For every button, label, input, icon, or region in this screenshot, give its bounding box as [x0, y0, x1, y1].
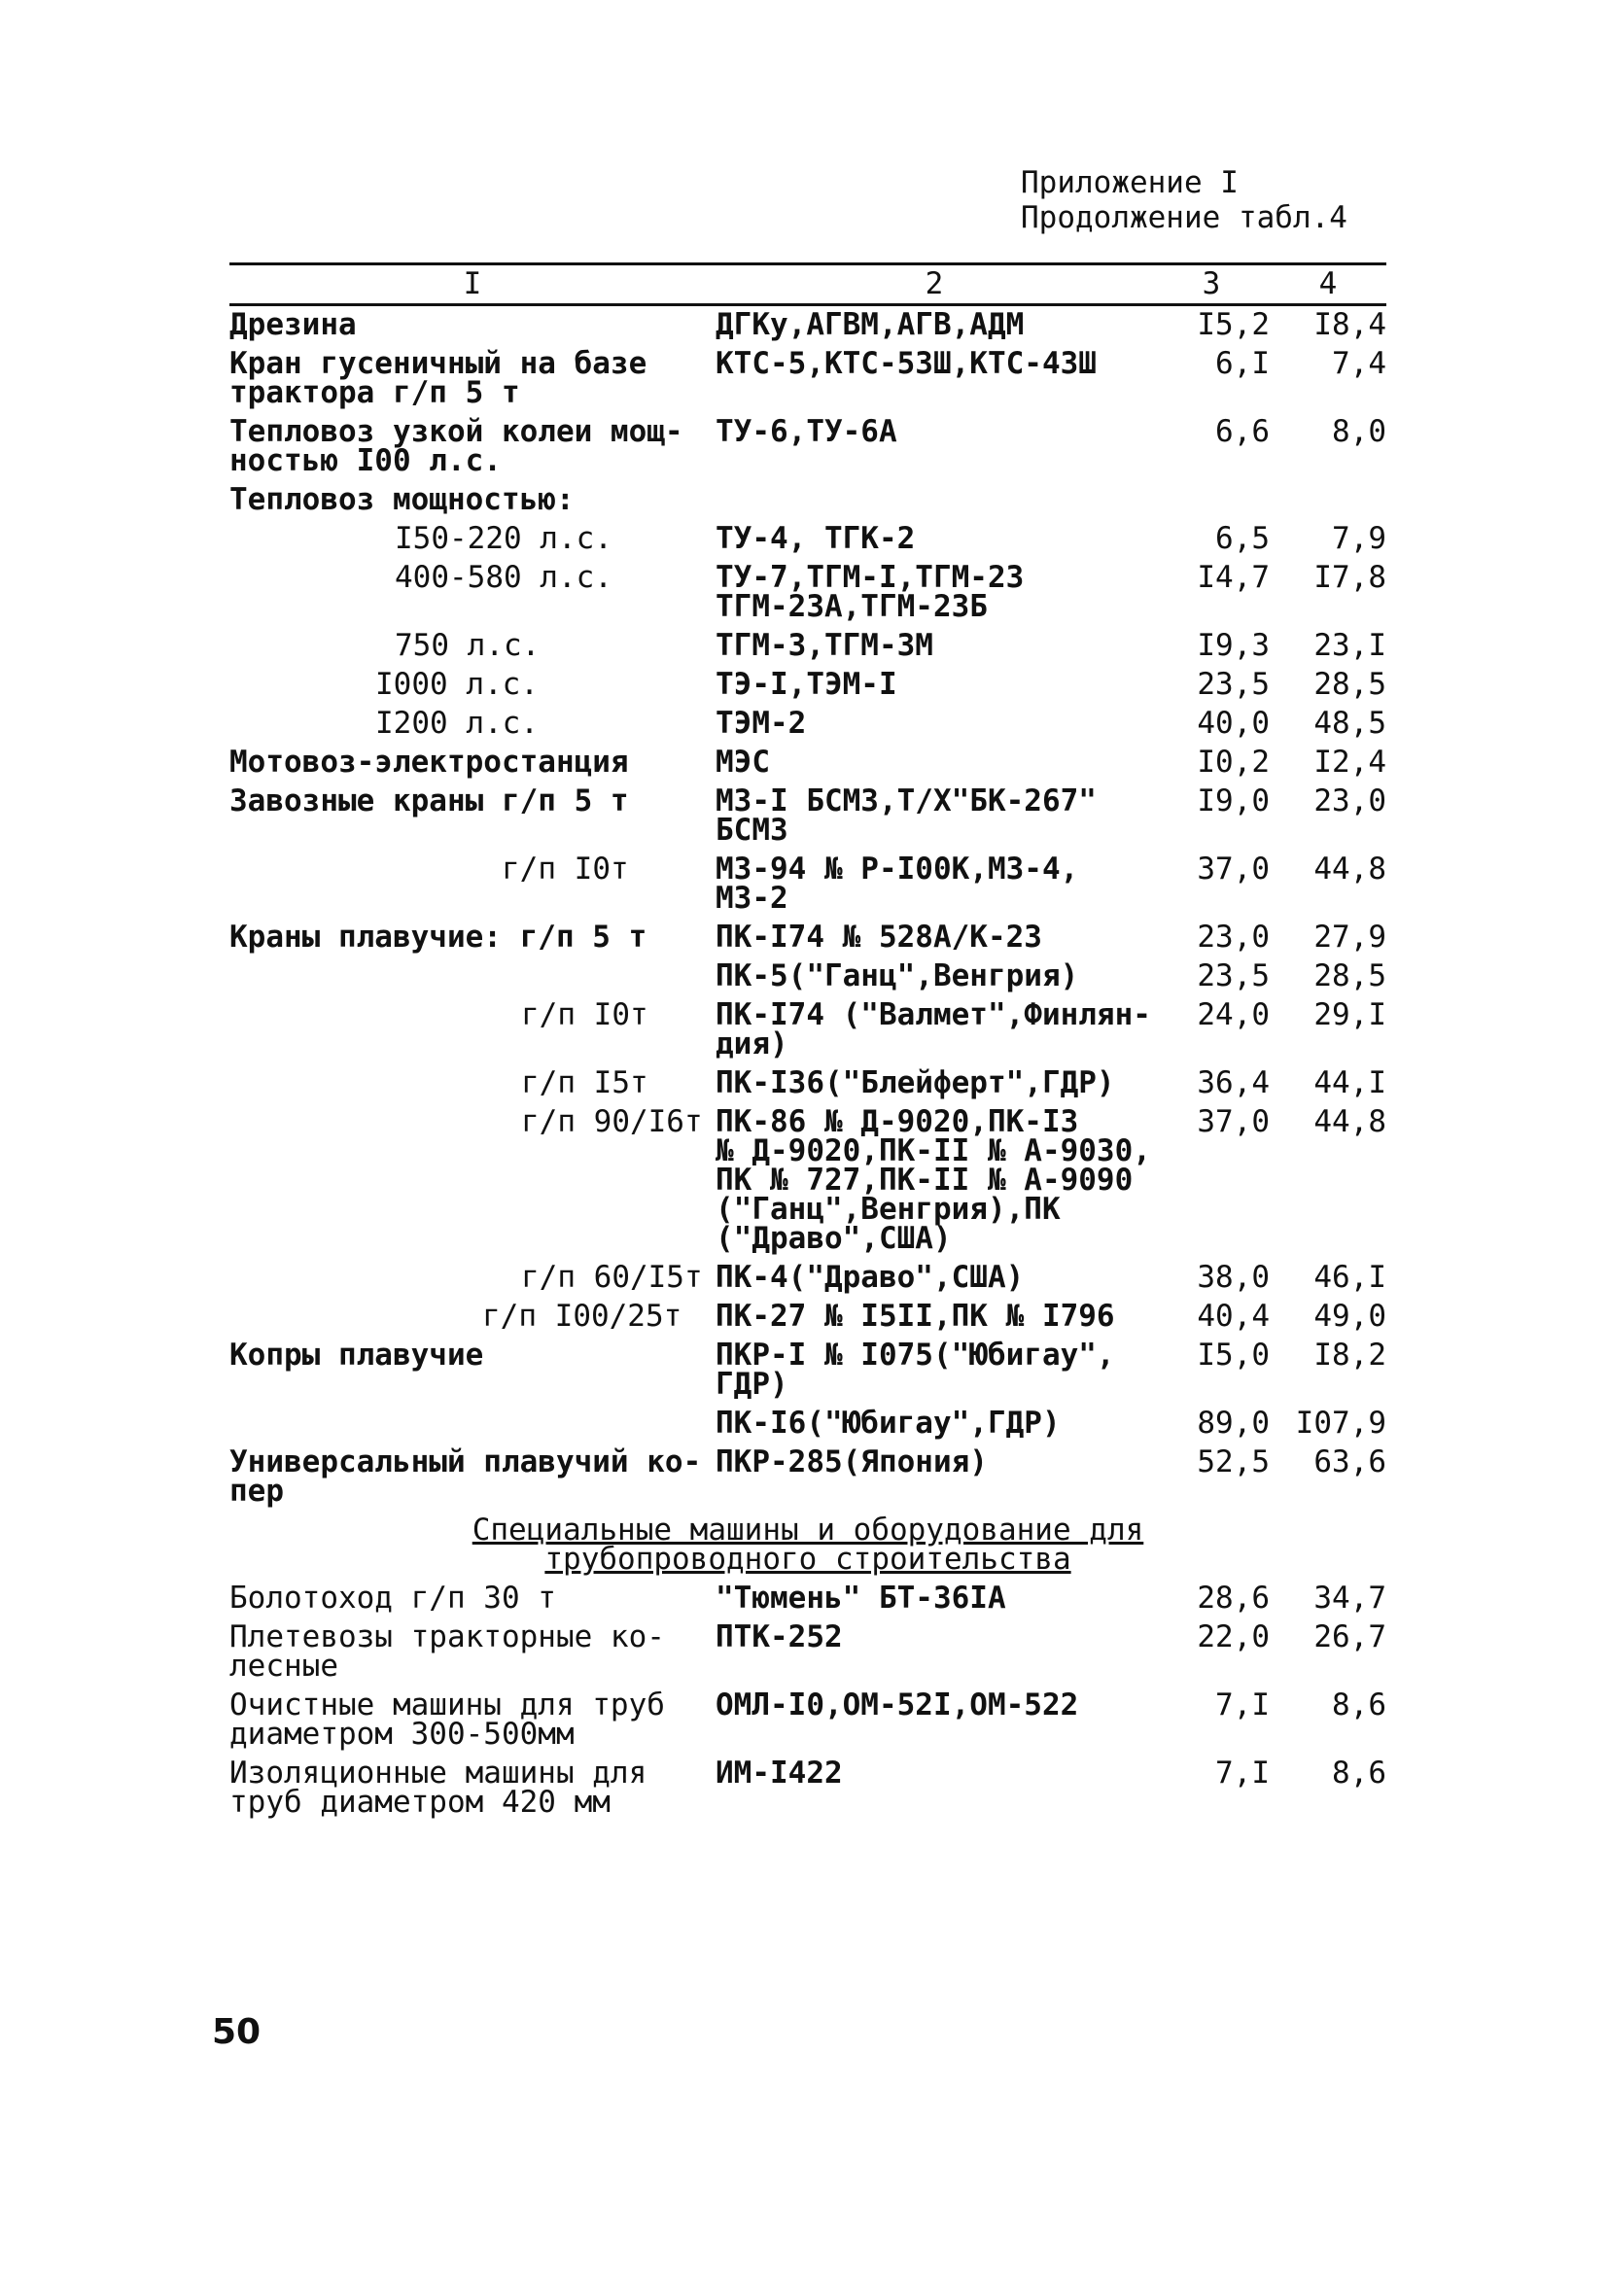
model-list: ПКР-285(Япония) [716, 1444, 988, 1479]
value-col4: 23,0 [1313, 783, 1386, 818]
appendix-label: Приложение I [1021, 165, 1239, 200]
value-col3: 40,0 [1197, 706, 1270, 741]
table-row [229, 783, 1386, 851]
equipment-name: г/п I5т [521, 1065, 648, 1100]
value-col3: I9,0 [1197, 783, 1270, 818]
value-col4 [1270, 481, 1386, 520]
value-col3: I5,0 [1197, 1338, 1270, 1373]
value-col4: I7,8 [1313, 560, 1386, 595]
table-row [229, 744, 1386, 783]
value-col4: I07,9 [1295, 1406, 1386, 1441]
value-col3: 23,5 [1197, 667, 1270, 702]
column-header-2: 2 [716, 262, 1153, 305]
value-col3: 24,0 [1197, 997, 1270, 1032]
table-row [229, 705, 1386, 744]
value-col3: 28,6 [1197, 1581, 1270, 1616]
equipment-name: г/п 60/I5т [521, 1260, 703, 1295]
equipment-name: 750 л.с. [395, 628, 541, 663]
table-row [229, 305, 1386, 346]
value-col3: 36,4 [1197, 1065, 1270, 1100]
value-col4: I2,4 [1313, 745, 1386, 780]
value-col4: 48,5 [1313, 706, 1386, 741]
table-row [229, 1687, 1386, 1755]
equipment-name: Копры плавучие [229, 1338, 484, 1373]
value-col4: 44,8 [1313, 852, 1386, 887]
equipment-name: Очистные машины для труб диаметром 300-500мм [229, 1687, 665, 1752]
value-col4: 34,7 [1313, 1581, 1386, 1616]
equipment-name: Мотовоз-электростанция [229, 745, 629, 780]
table-row [229, 413, 1386, 481]
value-col3: 38,0 [1197, 1260, 1270, 1295]
value-col3: 37,0 [1197, 852, 1270, 887]
model-list: "Тюмень" БТ-36IА [716, 1581, 1006, 1616]
table-row [229, 627, 1386, 666]
table-row [229, 1580, 1386, 1618]
model-list: МЭС [716, 745, 770, 780]
model-list: ПТК-252 [716, 1619, 843, 1654]
value-col3: 6,I [1215, 346, 1270, 381]
value-col3: I4,7 [1197, 560, 1270, 595]
model-list: ТЭ-I,ТЭМ-I [716, 667, 897, 702]
table-row [229, 919, 1386, 957]
model-list: ОМЛ-I0,ОМ-52I,ОМ-522 [716, 1687, 1079, 1722]
value-col4: 63,6 [1313, 1444, 1386, 1479]
table-row [229, 851, 1386, 919]
table-row [229, 559, 1386, 627]
table-row [229, 1618, 1386, 1687]
model-list: КТС-5,КТС-53Ш,КТС-43Ш [716, 346, 1097, 381]
page-number: 50 [212, 2012, 262, 2052]
equipment-name: г/п 90/I6т [521, 1104, 703, 1139]
equipment-name: г/п I0т [521, 997, 648, 1032]
column-header-4: 4 [1270, 262, 1386, 305]
header-block [1021, 165, 1347, 235]
value-col3: I5,2 [1197, 307, 1270, 342]
table-row [229, 666, 1386, 705]
equipment-name: Изоляционные машины для труб диаметром 420 мм [229, 1756, 647, 1820]
equipment-name: Дрезина [229, 307, 357, 342]
equipment-name: Плетевозы тракторные ко- лесные [229, 1619, 665, 1684]
column-header-row [229, 262, 1386, 305]
equipment-name [229, 1405, 716, 1444]
column-header-3: 3 [1153, 262, 1270, 305]
value-col3: 7,I [1215, 1687, 1270, 1722]
model-list: ПК-86 № Д-9020,ПК-I3 № Д-9020,ПК-II № А-9030, ПК № 727,ПК-II № А-9090 ("Ганц",Венгрия),ПК ("Драво",США) [716, 1104, 1151, 1256]
model-list: ПК-I74 ("Валмет",Финлян- дия) [716, 997, 1151, 1061]
value-col4: 28,5 [1313, 667, 1386, 702]
value-col4: I8,2 [1313, 1338, 1386, 1373]
model-list: ПК-27 № I5II,ПК № I796 [716, 1299, 1115, 1334]
value-col3: 23,5 [1197, 958, 1270, 993]
value-col4: 29,I [1313, 997, 1386, 1032]
value-col3: I9,3 [1197, 628, 1270, 663]
table-row [229, 1103, 1386, 1259]
model-list: ТУ-6,ТУ-6А [716, 414, 897, 449]
equipment-name [229, 957, 716, 996]
equipment-name: Тепловоз мощностью: [229, 482, 575, 517]
value-col3: 23,0 [1197, 920, 1270, 955]
table-row [229, 1755, 1386, 1823]
value-col4: 8,6 [1332, 1687, 1386, 1722]
equipment-name: Кран гусеничный на базе трактора г/п 5 т [229, 346, 647, 410]
value-col3 [1153, 481, 1270, 520]
value-col3: 52,5 [1197, 1444, 1270, 1479]
section-row [229, 1512, 1386, 1580]
equipment-name: I200 л.с. [375, 706, 539, 741]
equipment-name: Универсальный плавучий ко- пер [229, 1444, 702, 1509]
equipment-name: Болотоход г/п 30 т [229, 1581, 556, 1616]
model-list: ТУ-4, ТГК-2 [716, 521, 916, 556]
value-col4: 27,9 [1313, 920, 1386, 955]
model-list: ПК-I36("Блейферт",ГДР) [716, 1065, 1115, 1100]
table-row [229, 1064, 1386, 1103]
value-col4: 44,8 [1313, 1104, 1386, 1139]
model-list: ТЭМ-2 [716, 706, 807, 741]
value-col3: I0,2 [1197, 745, 1270, 780]
table-row [229, 1444, 1386, 1512]
value-col4: 8,6 [1332, 1756, 1386, 1791]
value-col4: 44,I [1313, 1065, 1386, 1100]
model-list: ИМ-I422 [716, 1756, 843, 1791]
equipment-name: Завозные краны г/п 5 т [229, 783, 629, 818]
model-list: ТГМ-3,ТГМ-3М [716, 628, 933, 663]
table-row [229, 1298, 1386, 1337]
equipment-name: I50-220 л.с. [395, 521, 612, 556]
table-row [229, 481, 1386, 520]
column-header-1: I [229, 262, 716, 305]
model-list: ДГКу,АГВМ,АГВ,АДМ [716, 307, 1025, 342]
model-list: МЗ-94 № Р-I00К,МЗ-4, МЗ-2 [716, 852, 1079, 916]
value-col3: 22,0 [1197, 1619, 1270, 1654]
section-title: Специальные машины и оборудование для трубопроводного строительства [472, 1513, 1144, 1577]
value-col3: 6,6 [1215, 414, 1270, 449]
table-row [229, 1259, 1386, 1298]
model-list: ПК-I6("Юбигау",ГДР) [716, 1406, 1061, 1441]
equipment-name: Тепловоз узкой колеи мощ- ностью I00 л.с. [229, 414, 683, 478]
equipment-name: 400-580 л.с. [395, 560, 612, 595]
value-col4: 8,0 [1332, 414, 1386, 449]
equipment-table [229, 262, 1386, 1823]
value-col4: 49,0 [1313, 1299, 1386, 1334]
value-col4: I8,4 [1313, 307, 1386, 342]
equipment-name: г/п I00/25т [482, 1299, 682, 1334]
value-col4: 7,9 [1332, 521, 1386, 556]
model-list: МЗ-I БСМЗ,Т/Х"БК-267" БСМЗ [716, 783, 1097, 848]
model-list: ПКР-I № I075("Юбигау", ГДР) [716, 1338, 1115, 1402]
continuation-label: Продолжение табл.4 [1021, 200, 1347, 235]
value-col4: 7,4 [1332, 346, 1386, 381]
value-col4: 28,5 [1313, 958, 1386, 993]
model-list: ПК-5("Ганц",Венгрия) [716, 958, 1079, 993]
equipment-name: I000 л.с. [375, 667, 539, 702]
value-col3: 6,5 [1215, 521, 1270, 556]
table-row [229, 996, 1386, 1064]
model-list: ТУ-7,ТГМ-I,ТГМ-23 ТГМ-23А,ТГМ-23Б [716, 560, 1025, 624]
value-col4: 23,I [1313, 628, 1386, 663]
value-col3: 37,0 [1197, 1104, 1270, 1139]
model-list: ПК-4("Драво",США) [716, 1260, 1025, 1295]
equipment-name: Краны плавучие: г/п 5 т [229, 920, 647, 955]
equipment-name: г/п I0т [502, 852, 629, 887]
table-row [229, 520, 1386, 559]
table-row [229, 957, 1386, 996]
table-row [229, 1405, 1386, 1444]
value-col3: 7,I [1215, 1756, 1270, 1791]
value-col3: 89,0 [1197, 1406, 1270, 1441]
table-row [229, 345, 1386, 413]
model-list [716, 481, 1153, 520]
value-col3: 40,4 [1197, 1299, 1270, 1334]
value-col4: 46,I [1313, 1260, 1386, 1295]
value-col4: 26,7 [1313, 1619, 1386, 1654]
model-list: ПК-I74 № 528А/К-23 [716, 920, 1042, 955]
table-row [229, 1337, 1386, 1405]
